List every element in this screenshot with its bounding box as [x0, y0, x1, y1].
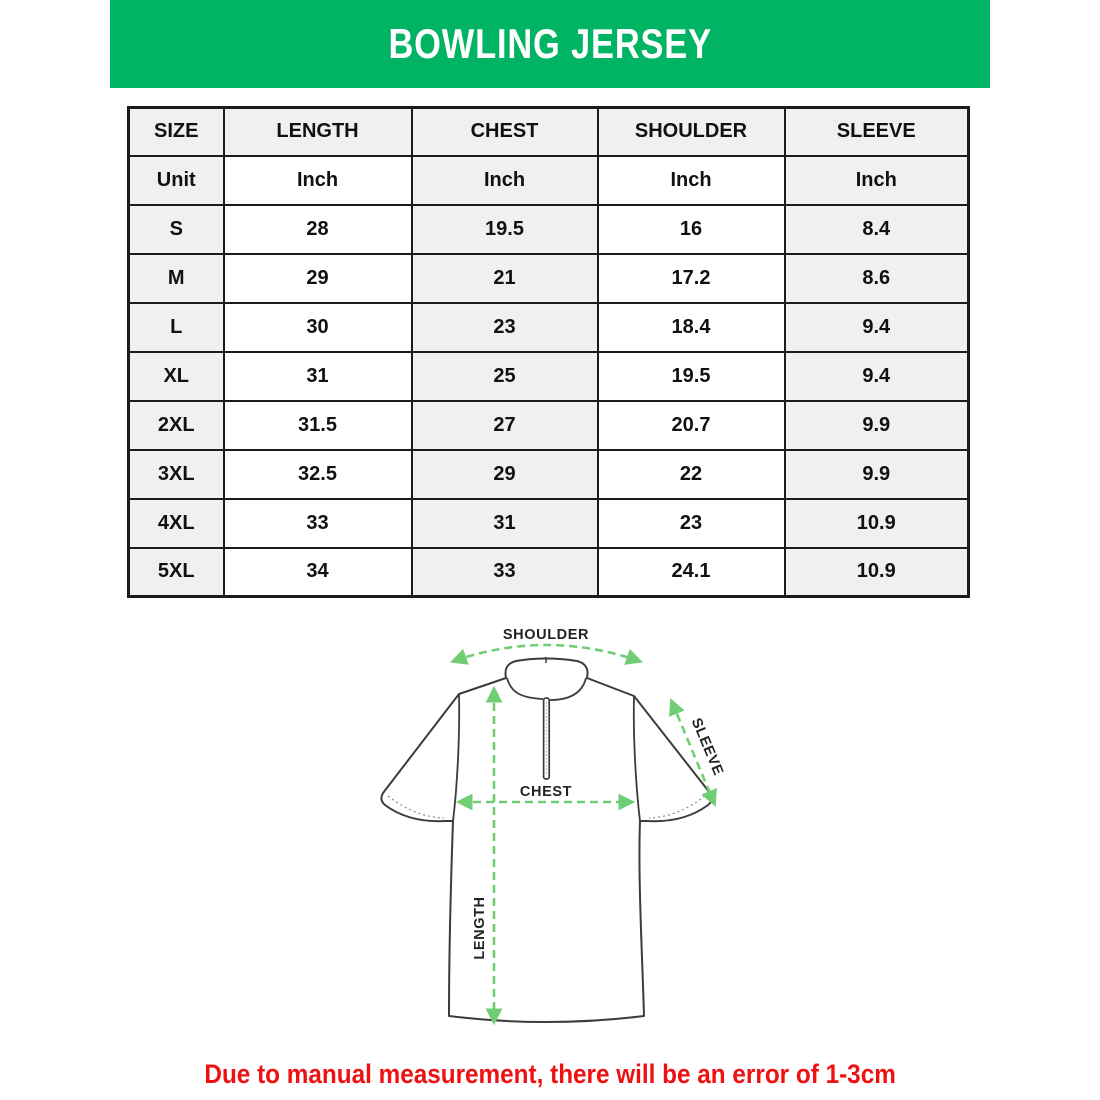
value-cell: 10.9	[785, 548, 969, 597]
value-cell: 9.9	[785, 450, 969, 499]
value-cell: 27	[412, 401, 598, 450]
value-cell: 31	[412, 499, 598, 548]
column-header-shoulder: SHOULDER	[598, 108, 785, 156]
column-header-sleeve: SLEEVE	[785, 108, 969, 156]
value-cell: 19.5	[412, 205, 598, 254]
value-cell: 29	[412, 450, 598, 499]
table-row	[129, 401, 969, 450]
value-cell: 18.4	[598, 303, 785, 352]
unit-cell: Inch	[598, 156, 785, 205]
column-header-size: SIZE	[129, 108, 224, 156]
value-cell: 29	[224, 254, 412, 303]
unit-row	[129, 156, 969, 205]
value-cell: 32.5	[224, 450, 412, 499]
value-cell: 9.9	[785, 401, 969, 450]
value-cell: 23	[598, 499, 785, 548]
value-cell: 28	[224, 205, 412, 254]
unit-label-cell: Unit	[129, 156, 224, 205]
size-cell: 5XL	[129, 548, 224, 597]
size-cell: 2XL	[129, 401, 224, 450]
value-cell: 10.9	[785, 499, 969, 548]
table-row	[129, 205, 969, 254]
table-row	[129, 450, 969, 499]
value-cell: 25	[412, 352, 598, 401]
page-title: BOWLING JERSEY	[388, 20, 712, 67]
value-cell: 16	[598, 205, 785, 254]
shoulder-label: SHOULDER	[502, 627, 590, 643]
value-cell: 33	[224, 499, 412, 548]
sleeve-label: SLEEVE	[687, 715, 727, 779]
unit-cell: Inch	[785, 156, 969, 205]
length-label: LENGTH	[472, 896, 488, 960]
jersey-measurement-diagram	[370, 618, 790, 1050]
size-table-container	[127, 106, 970, 598]
value-cell: 30	[224, 303, 412, 352]
value-cell: 19.5	[598, 352, 785, 401]
size-table	[127, 106, 970, 598]
table-row	[129, 303, 969, 352]
measurement-disclaimer: Due to manual measurement, there will be an error of 1-3cm	[204, 1059, 896, 1089]
title-banner	[110, 0, 990, 88]
value-cell: 34	[224, 548, 412, 597]
value-cell: 24.1	[598, 548, 785, 597]
unit-cell: Inch	[224, 156, 412, 205]
table-row	[129, 548, 969, 597]
value-cell: 22	[598, 450, 785, 499]
unit-cell: Inch	[412, 156, 598, 205]
value-cell: 17.2	[598, 254, 785, 303]
value-cell: 33	[412, 548, 598, 597]
column-header-length: LENGTH	[224, 108, 412, 156]
table-row	[129, 352, 969, 401]
value-cell: 23	[412, 303, 598, 352]
table-header-row	[129, 108, 969, 156]
value-cell: 9.4	[785, 303, 969, 352]
size-cell: 3XL	[129, 450, 224, 499]
value-cell: 31	[224, 352, 412, 401]
value-cell: 20.7	[598, 401, 785, 450]
table-row	[129, 254, 969, 303]
size-cell: L	[129, 303, 224, 352]
value-cell: 9.4	[785, 352, 969, 401]
value-cell: 21	[412, 254, 598, 303]
chest-label: CHEST	[519, 784, 573, 800]
size-cell: S	[129, 205, 224, 254]
size-cell: XL	[129, 352, 224, 401]
size-cell: 4XL	[129, 499, 224, 548]
column-header-chest: CHEST	[412, 108, 598, 156]
value-cell: 8.6	[785, 254, 969, 303]
size-cell: M	[129, 254, 224, 303]
table-row	[129, 499, 969, 548]
value-cell: 31.5	[224, 401, 412, 450]
value-cell: 8.4	[785, 205, 969, 254]
